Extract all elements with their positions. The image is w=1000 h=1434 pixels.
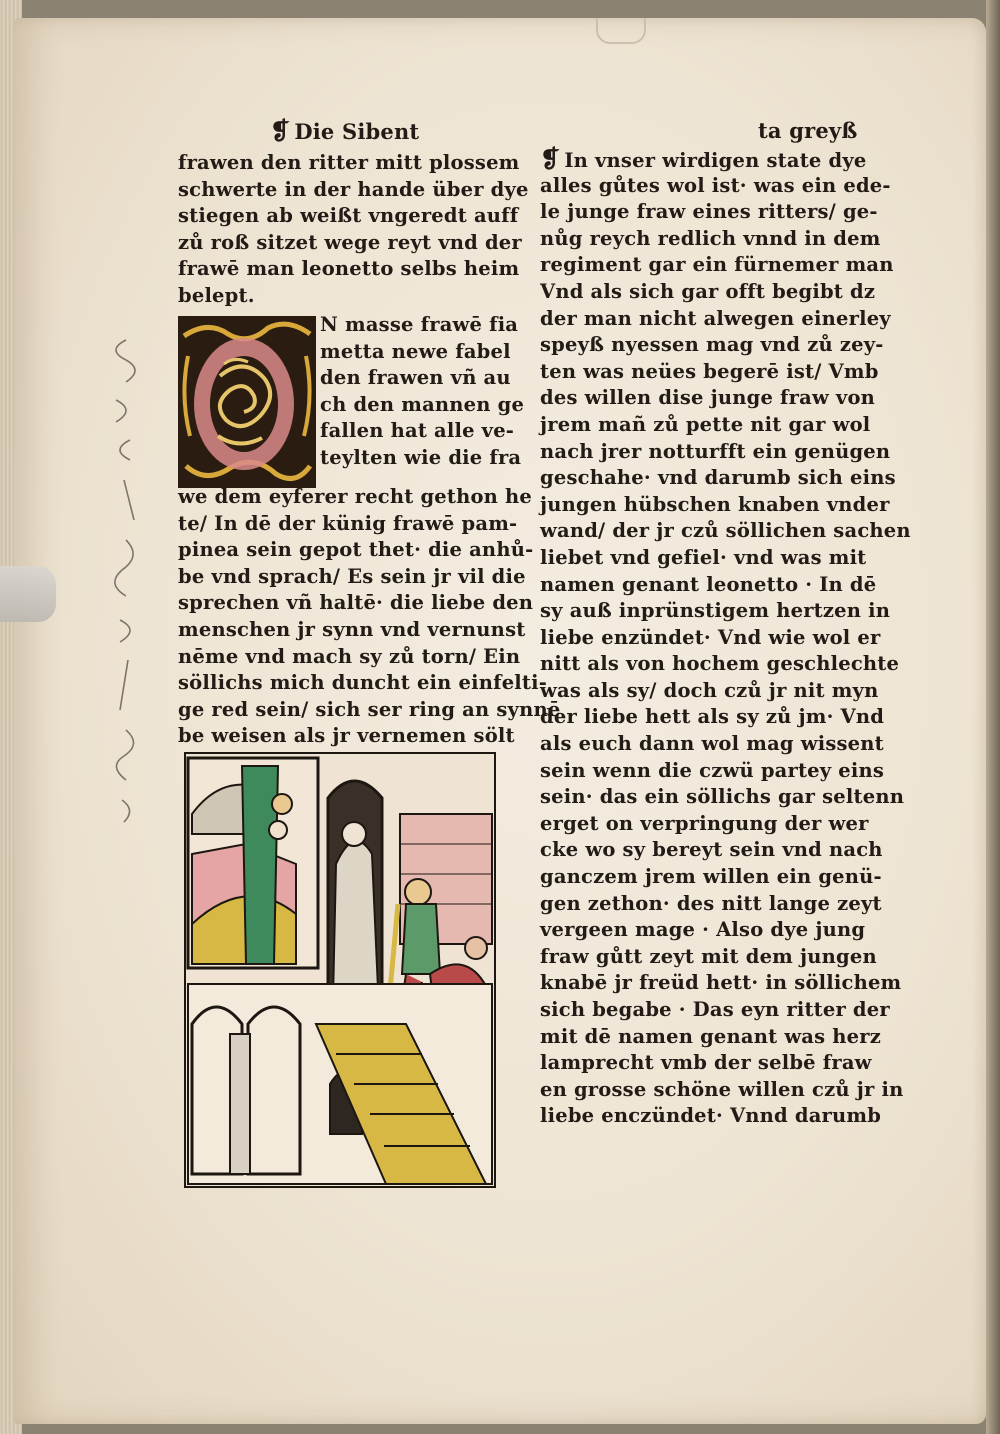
text-line: frawen den ritter mitt plossem (178, 151, 520, 174)
text-line: nitt als von hochem geschlechte (540, 652, 900, 676)
text-line: en grosse schöne willen czů jr in (540, 1077, 904, 1101)
paragraph-mark-icon: ❡ (270, 116, 291, 145)
woodcut-illustration (184, 752, 496, 1188)
text-line: sein· das ein söllichs gar seltenn (540, 785, 905, 809)
text-line: metta newe fabel (320, 339, 511, 363)
text-line: belept. (178, 283, 255, 307)
decorated-initial (178, 316, 316, 488)
text-line: alles gůtes wol ist· was ein ede- (540, 173, 891, 197)
text-line: erget on verpringung der wer (540, 811, 869, 835)
text-line: stiegen ab weißt vngeredt auff (178, 204, 519, 228)
text-line: schwerte in der hande über dye (178, 177, 529, 201)
text-line: ge red sein/ sich ser ring an synnē (178, 697, 561, 721)
text-line: Vnd als sich gar offt begibt dz (540, 279, 876, 303)
text-line: cke wo sy bereyt sein vnd nach (540, 838, 883, 862)
text-line-content: In vnser wirdigen state dye (564, 149, 867, 172)
text-line: ch den mannen ge (320, 392, 525, 416)
text-line: pinea sein gepot thet· die anhů- (178, 538, 534, 562)
text-line: nůg reych redlich vnnd in dem (540, 226, 881, 250)
text-line: als euch dann wol mag wissent (540, 732, 884, 756)
text-line: we dem eyferer recht gethon he (178, 485, 533, 508)
text-line: zů roß sitzet wege reyt vnd der (178, 230, 522, 254)
text-line: des willen dise junge fraw von (540, 386, 876, 410)
text-line-first (540, 146, 885, 173)
page-clip (0, 566, 56, 622)
header-left-text: Die Sibent (294, 119, 420, 144)
text-line: menschen jr synn vnd vernunst (178, 617, 526, 641)
text-line: ten was neües begerē ist/ Vmb (540, 359, 879, 383)
right-column (540, 144, 911, 1130)
text-line: söllichs mich duncht ein einfelti- (178, 671, 548, 695)
text-line: der man nicht alwegen einerley (540, 306, 891, 330)
text-line: be vnd sprach/ Es sein jr vil die (178, 564, 526, 588)
text-line: liebe enzündet· Vnd wie wol er (540, 625, 881, 649)
initial-ornament-icon (178, 316, 316, 488)
text-line: mit dē namen genant was herz (540, 1024, 882, 1048)
text-line: namen genant leonetto · In dē (540, 572, 877, 596)
text-line: knabē jr freüd hett· in söllichem (540, 971, 902, 995)
text-line: wand/ der jr czů söllichen sachen (540, 519, 911, 543)
text-line: frawē man leonetto selbs heim (178, 257, 520, 281)
left-column-top (178, 150, 529, 310)
text-line: jungen hübschen knaben vnder (540, 492, 890, 516)
text-line: regiment gar ein fürnemer man (540, 253, 894, 277)
header-right-text: ta greyß (758, 118, 858, 143)
text-line: jrem mañ zů pette nit gar wol (540, 412, 871, 436)
text-line: nach jrer notturfft ein genügen (540, 439, 891, 463)
header-right (758, 118, 857, 145)
header-left (270, 118, 419, 146)
text-line: le junge fraw eines ritters/ ge- (540, 200, 878, 224)
text-line: was als sy/ doch czů jr nit myn (540, 678, 879, 702)
text-line: den frawen vñ au (320, 366, 511, 390)
text-line: fraw gůtt zeyt mit dem jungen (540, 944, 877, 968)
woodcut-scene-icon (186, 754, 494, 1186)
left-column-beside-initial (320, 312, 525, 472)
text-line: sich begabe · Das eyn ritter der (540, 998, 890, 1021)
text-line: nēme vnd mach sy zů torn/ Ein (178, 644, 521, 668)
text-line: be weisen als jr vernemen sölt (178, 724, 515, 748)
text-line: teylten wie die fra (320, 445, 522, 469)
text-line: liebe enczündet· Vnnd darumb (540, 1104, 882, 1128)
handwritten-margin-note (86, 330, 166, 830)
text-line: liebet vnd gefiel· vnd was mit (540, 545, 867, 569)
initial-letter: O (242, 430, 252, 441)
page-right-edge (986, 0, 1000, 1434)
text-line: lamprecht vmb der selbē fraw (540, 1051, 872, 1075)
text-line: N masse frawē fia (320, 313, 519, 336)
text-line: ganczem jrem willen ein genü- (540, 865, 882, 889)
text-line: sprechen vñ haltē· die liebe den (178, 591, 534, 615)
paragraph-mark-icon: ❡ (540, 144, 561, 173)
text-line: gen zethon· des nitt lange zeyt (540, 891, 882, 915)
text-line: fallen hat alle ve- (320, 419, 515, 443)
text-line: geschahe· vnd darumb sich eins (540, 466, 896, 490)
text-line: vergeen mage · Also dye jung (540, 918, 866, 942)
page-tab-mark (596, 18, 646, 44)
left-column-bottom (178, 484, 561, 750)
text-line: speyß nyessen mag vnd zů zey- (540, 333, 884, 357)
handwriting-icon (86, 330, 166, 830)
text-line: der liebe hett als sy zů jm· Vnd (540, 705, 885, 729)
text-line: sy auß inprünstigem hertzen in (540, 599, 891, 623)
text-line: te/ In dē der künig frawē pam- (178, 511, 518, 535)
text-line: sein wenn die czwü partey eins (540, 758, 885, 782)
